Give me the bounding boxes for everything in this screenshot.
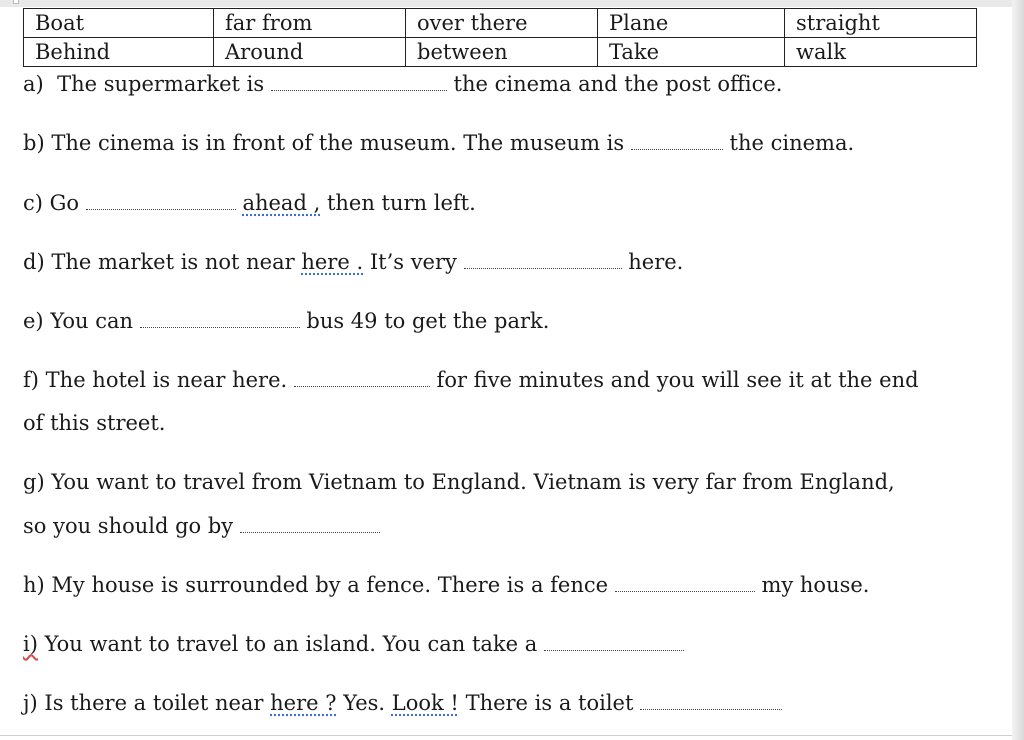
answer-blank[interactable] — [631, 131, 723, 150]
question-a — [23, 70, 783, 98]
question-text: The market is not near — [51, 250, 295, 274]
question-text: here. — [628, 250, 684, 274]
question-text: You want to travel to an island. You can take a — [44, 632, 538, 656]
underlined-word: ahead , — [242, 191, 321, 215]
question-text: You can — [50, 309, 133, 333]
corner-mark — [13, 0, 19, 4]
question-h — [23, 571, 869, 599]
word-bank-cell: far from — [214, 9, 406, 38]
question-label: d) — [23, 250, 45, 274]
question-b — [23, 129, 854, 157]
top-strip — [0, 0, 1024, 7]
question-label: g) — [23, 470, 45, 494]
question-text: for five minutes and you will see it at the end — [436, 368, 919, 392]
question-g — [23, 468, 895, 496]
question-d — [23, 248, 683, 276]
question-label: j) — [23, 691, 38, 715]
question-label: e) — [23, 309, 44, 333]
question-text: Yes. — [343, 691, 386, 715]
word-bank-cell: Plane — [598, 9, 785, 38]
question-text: You want to travel from Vietnam to England. Vietnam is very far from England, — [51, 470, 895, 494]
question-i — [23, 630, 684, 658]
question-text: Go — [49, 191, 80, 215]
question-g-continued — [23, 512, 380, 540]
question-text: then turn left. — [326, 191, 476, 215]
answer-blank[interactable] — [294, 368, 430, 387]
question-text: so you should go by — [23, 514, 234, 538]
question-f — [23, 366, 919, 394]
question-f-continued — [23, 409, 165, 437]
question-text: the cinema. — [729, 131, 855, 155]
word-bank-cell: Around — [214, 38, 406, 67]
answer-blank[interactable] — [271, 72, 447, 91]
question-text: My house is surrounded by a fence. There is a fence — [51, 573, 609, 597]
question-text: The supermarket is — [57, 72, 265, 96]
answer-blank[interactable] — [640, 691, 782, 710]
answer-blank[interactable] — [140, 309, 300, 328]
answer-blank[interactable] — [544, 632, 684, 651]
question-text: There is a toilet — [465, 691, 634, 715]
question-c — [23, 189, 476, 217]
page-bottom-border — [0, 735, 1012, 736]
answer-blank[interactable] — [86, 191, 236, 210]
answer-blank[interactable] — [464, 250, 622, 269]
word-bank-row — [24, 38, 977, 67]
question-text: The cinema is in front of the museum. The museum is — [51, 131, 625, 155]
word-bank-cell: straight — [785, 9, 977, 38]
question-label: i) — [23, 632, 38, 656]
question-e — [23, 307, 549, 335]
question-text: bus 49 to get the park. — [306, 309, 550, 333]
word-bank-cell: walk — [785, 38, 977, 67]
question-label: b) — [23, 131, 45, 155]
answer-blank[interactable] — [240, 514, 380, 533]
question-text: the cinema and the post office. — [453, 72, 783, 96]
question-text: The hotel is near here. — [45, 368, 288, 392]
word-bank-cell: over there — [406, 9, 598, 38]
word-bank-row — [24, 9, 977, 38]
question-j — [23, 689, 782, 717]
word-bank-cell: Behind — [24, 38, 214, 67]
underlined-word: here . — [301, 250, 364, 274]
word-bank-cell: Boat — [24, 9, 214, 38]
word-bank-cell: between — [406, 38, 598, 67]
question-text: It’s very — [369, 250, 457, 274]
question-text: my house. — [761, 573, 870, 597]
word-bank-table — [23, 8, 977, 67]
underlined-word: Look ! — [391, 691, 459, 715]
page-edge — [1012, 0, 1024, 740]
underlined-word: here ? — [270, 691, 337, 715]
question-label: f) — [23, 368, 39, 392]
word-bank-cell: Take — [598, 38, 785, 67]
question-text: of this street. — [23, 411, 166, 435]
question-text: Is there a toilet near — [44, 691, 264, 715]
question-label: c) — [23, 191, 43, 215]
question-label: a) — [23, 72, 44, 96]
answer-blank[interactable] — [615, 573, 755, 592]
question-label: h) — [23, 573, 45, 597]
